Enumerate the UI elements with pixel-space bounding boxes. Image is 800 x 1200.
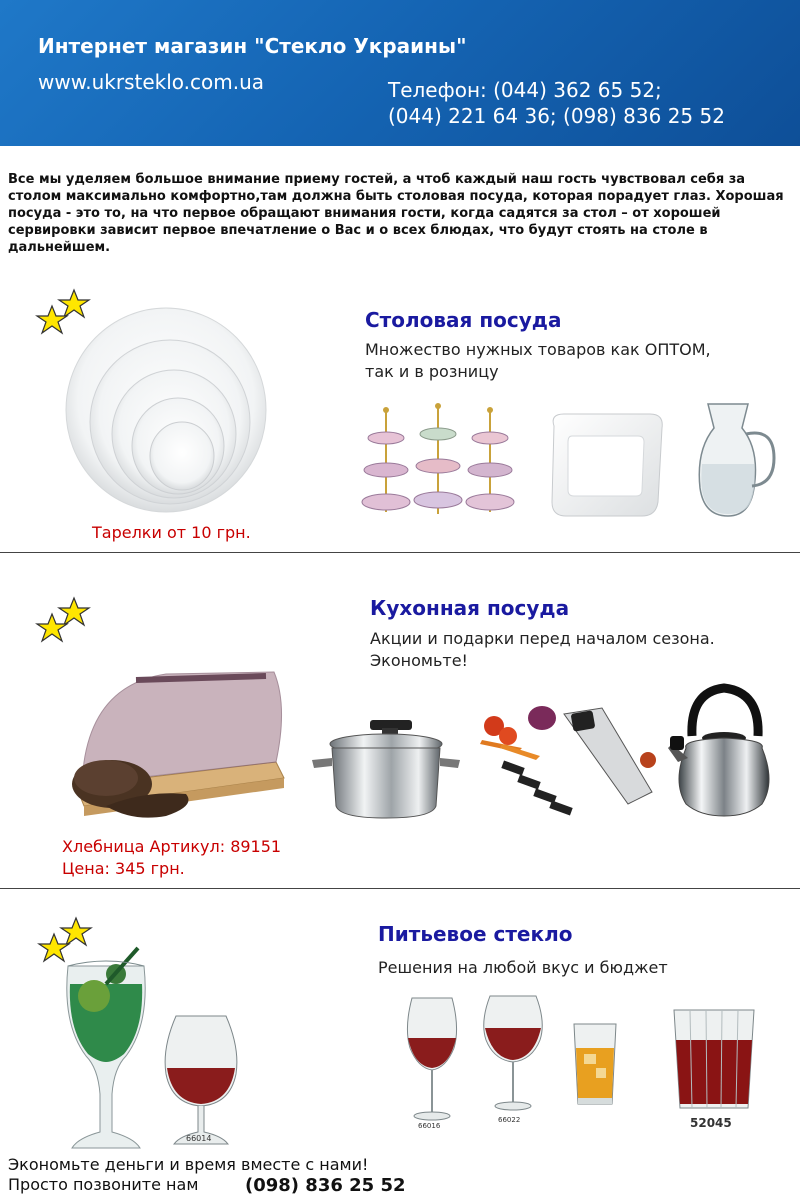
cocktail-glass-image	[58, 944, 154, 1156]
section-subtitle-line2: Экономьте!	[370, 651, 468, 670]
section-subtitle-line1: Множество нужных товаров как ОПТОМ,	[365, 340, 711, 359]
section-subtitle-line1: Решения на любой вкус и бюджет	[378, 958, 668, 977]
section-subtitle-line2: так и в розницу	[365, 362, 499, 381]
wine-glass-image	[402, 988, 462, 1128]
square-plate-image	[540, 406, 670, 526]
stars-icon	[34, 596, 94, 646]
breadbox-article-caption: Хлебница Артикул: 89151	[62, 837, 282, 856]
store-url-link[interactable]: www.ukrsteklo.com.ua	[38, 70, 265, 94]
product-code-label: 52045	[690, 1116, 732, 1130]
phone-line-2: (044) 221 64 36; (098) 836 25 52	[388, 104, 725, 128]
cake-stand-image	[358, 402, 520, 524]
section-title-tableware[interactable]: Столовая посуда	[365, 308, 562, 332]
breadbox-price-caption: Цена: 345 грн.	[62, 859, 185, 878]
intro-text: Все мы уделяем большое внимание приему гостей, а чтоб каждый наш гость чувствовал себя за столом максимально комфортно,там должна быть столовая посуда, которая порадует глаз. Хорошая посуда - это то, на что первое обращают внимания гости, когда садятся за стол – от хорошей сервировки зависит первое впечатление о Вас и о всех блюдах, что будут стоять на столе в дальнейшем.	[8, 172, 784, 255]
footer-slogan: Экономьте деньги и время вместе с нами!	[8, 1155, 369, 1174]
product-code-label: 66016	[418, 1122, 441, 1130]
product-code-label: 66014	[186, 1134, 212, 1143]
header-banner	[0, 0, 800, 146]
plates-image	[58, 300, 268, 520]
glass-pitcher-image	[690, 398, 780, 522]
bread-box-image	[36, 666, 306, 826]
section-divider	[0, 888, 800, 889]
product-code-label: 66022	[498, 1116, 521, 1124]
juice-tumbler-image	[568, 1018, 622, 1110]
footer-call-text: Просто позвоните нам	[8, 1175, 199, 1194]
kettle-image	[668, 678, 780, 820]
pressure-pot-image	[308, 714, 464, 824]
section-divider	[0, 552, 800, 553]
faceted-tumbler-image	[666, 1004, 762, 1114]
plates-price-caption: Тарелки от 10 грн.	[92, 523, 251, 542]
section-title-drinking-glass[interactable]: Питьевое стекло	[378, 922, 573, 946]
phone-line-1: Телефон: (044) 362 65 52;	[388, 78, 662, 102]
section-title-kitchenware[interactable]: Кухонная посуда	[370, 596, 570, 620]
footer-phone-link[interactable]: (098) 836 25 52	[245, 1175, 406, 1196]
section-subtitle-line1: Акции и подарки перед началом сезона.	[370, 629, 715, 648]
vegetable-slicer-image	[472, 704, 662, 830]
store-title: Интернет магазин "Стекло Украины"	[38, 34, 467, 58]
wine-glass-image	[480, 980, 546, 1118]
